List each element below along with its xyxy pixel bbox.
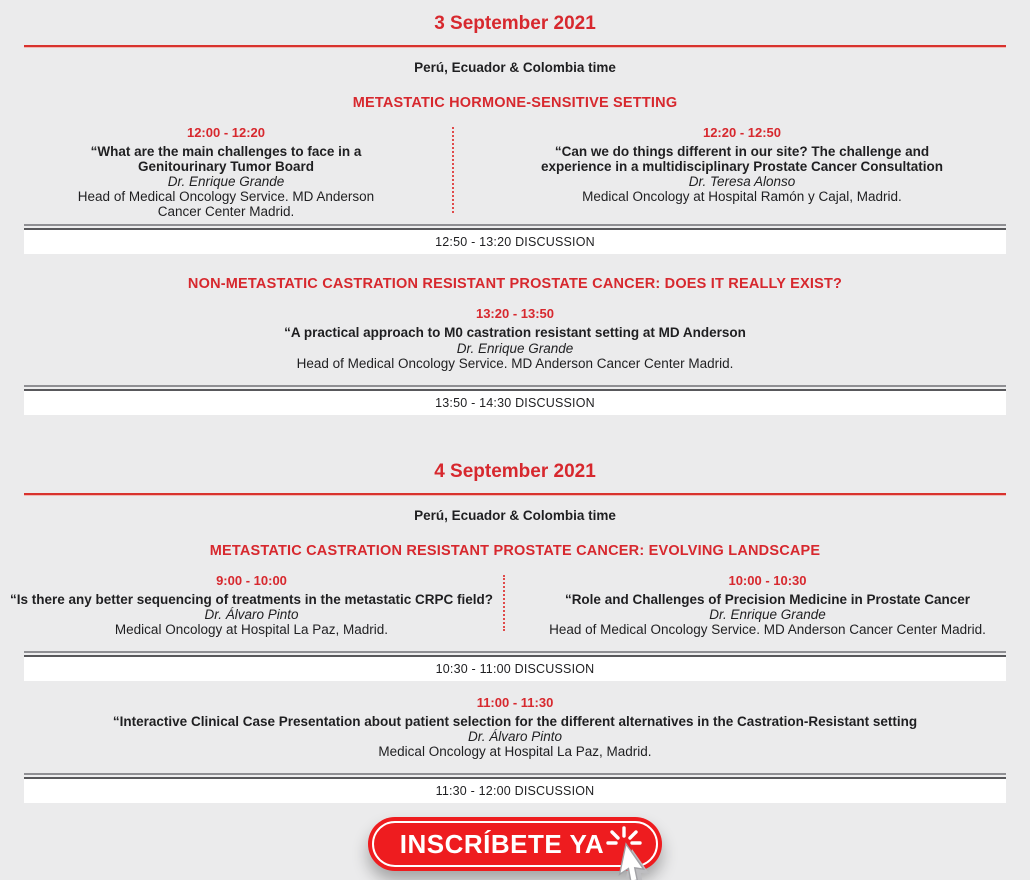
day1-session3 bbox=[0, 306, 1030, 370]
day2-discussion-bar-1 bbox=[24, 651, 1006, 681]
session-time: 12:20 - 12:50 bbox=[702, 124, 782, 140]
day1-discussion-bar-1 bbox=[24, 224, 1006, 254]
day2-date-title: 4 September 2021 bbox=[434, 460, 596, 482]
session-affiliation: Head of Medical Oncology Service. MD Anderson Cancer Center Madrid. bbox=[77, 189, 375, 220]
register-button-label: INSCRÍBETE YA bbox=[399, 828, 605, 859]
session-affiliation: Medical Oncology at Hospital Ramón y Cajal, Madrid. bbox=[582, 189, 902, 205]
session-speaker: Dr. Teresa Alonso bbox=[688, 174, 796, 190]
day1-discussion-bar-2 bbox=[24, 385, 1006, 415]
session-affiliation: Head of Medical Oncology Service. MD Anderson Cancer Center Madrid. bbox=[549, 621, 986, 637]
session-speaker: Dr. Enrique Grande bbox=[709, 606, 826, 622]
session-time: 12:00 - 12:20 bbox=[186, 124, 266, 140]
day1-sessions-row bbox=[0, 125, 1030, 220]
discussion-label: 12:50 - 13:20 DISCUSSION bbox=[24, 230, 1006, 254]
session-speaker: Dr. Enrique Grande bbox=[456, 340, 574, 356]
red-divider-line bbox=[24, 493, 1006, 496]
day1-section-heading-2: NON-METASTATIC CASTRATION RESISTANT PROSTATE CANCER: DOES IT REALLY EXIST? bbox=[187, 276, 843, 293]
click-cursor-icon bbox=[606, 825, 676, 880]
session-affiliation: Medical Oncology at Hospital La Paz, Madrid. bbox=[114, 621, 389, 637]
day2-session1 bbox=[0, 573, 503, 637]
day1-session2 bbox=[454, 125, 1030, 204]
session-title: “A practical approach to M0 castration resistant setting at MD Anderson bbox=[284, 325, 746, 341]
day1-timezone-note: Perú, Ecuador & Colombia time bbox=[414, 59, 616, 75]
day2-session3 bbox=[0, 695, 1030, 759]
session-title: “Role and Challenges of Precision Medicine in Prostate Cancer bbox=[564, 591, 971, 607]
session-time: 13:20 - 13:50 bbox=[475, 306, 555, 322]
day2-timezone-note: Perú, Ecuador & Colombia time bbox=[414, 507, 616, 523]
day2-section-heading-1: METASTATIC CASTRATION RESISTANT PROSTATE CANCER: EVOLVING LANDSCAPE bbox=[209, 542, 821, 559]
discussion-label: 13:50 - 14:30 DISCUSSION bbox=[24, 391, 1006, 415]
session-speaker: Dr. Álvaro Pinto bbox=[467, 729, 563, 744]
session-time: 11:00 - 11:30 bbox=[476, 694, 554, 710]
session-title: “Can we do things different in our site? The challenge and experience in a multidisciplinary Prostate Cancer Consultation bbox=[540, 143, 944, 174]
session-title: “What are the main challenges to face in a Genitourinary Tumor Board bbox=[90, 143, 362, 174]
day1-date-title: 3 September 2021 bbox=[434, 13, 596, 34]
session-title: “Interactive Clinical Case Presentation about patient selection for the different alternatives in the Castration-Resistant setting bbox=[112, 713, 918, 729]
session-title: “Is there any better sequencing of treatments in the metastatic CRPC field? bbox=[9, 591, 494, 607]
red-divider-line bbox=[24, 45, 1006, 48]
session-time: 9:00 - 10:00 bbox=[216, 572, 287, 588]
discussion-label: 10:30 - 11:00 DISCUSSION bbox=[24, 657, 1006, 681]
day1-section bbox=[0, 0, 1030, 415]
day2-section bbox=[0, 461, 1030, 804]
day2-discussion-bar-2 bbox=[24, 773, 1006, 803]
session-speaker: Dr. Álvaro Pinto bbox=[204, 606, 299, 622]
session-affiliation: Medical Oncology at Hospital La Paz, Madrid. bbox=[378, 744, 652, 760]
day2-session2 bbox=[505, 573, 1030, 637]
register-button-row bbox=[0, 817, 1030, 871]
day1-section-heading-1: METASTATIC HORMONE-SENSITIVE SETTING bbox=[352, 94, 678, 111]
day1-session1 bbox=[0, 125, 452, 220]
discussion-label: 11:30 - 12:00 DISCUSSION bbox=[24, 779, 1006, 803]
session-time: 10:00 - 10:30 bbox=[728, 572, 807, 588]
session-speaker: Dr. Enrique Grande bbox=[167, 174, 285, 190]
session-affiliation: Head of Medical Oncology Service. MD Anderson Cancer Center Madrid. bbox=[296, 355, 734, 371]
day2-sessions-row bbox=[0, 573, 1030, 637]
register-button[interactable] bbox=[368, 817, 662, 871]
